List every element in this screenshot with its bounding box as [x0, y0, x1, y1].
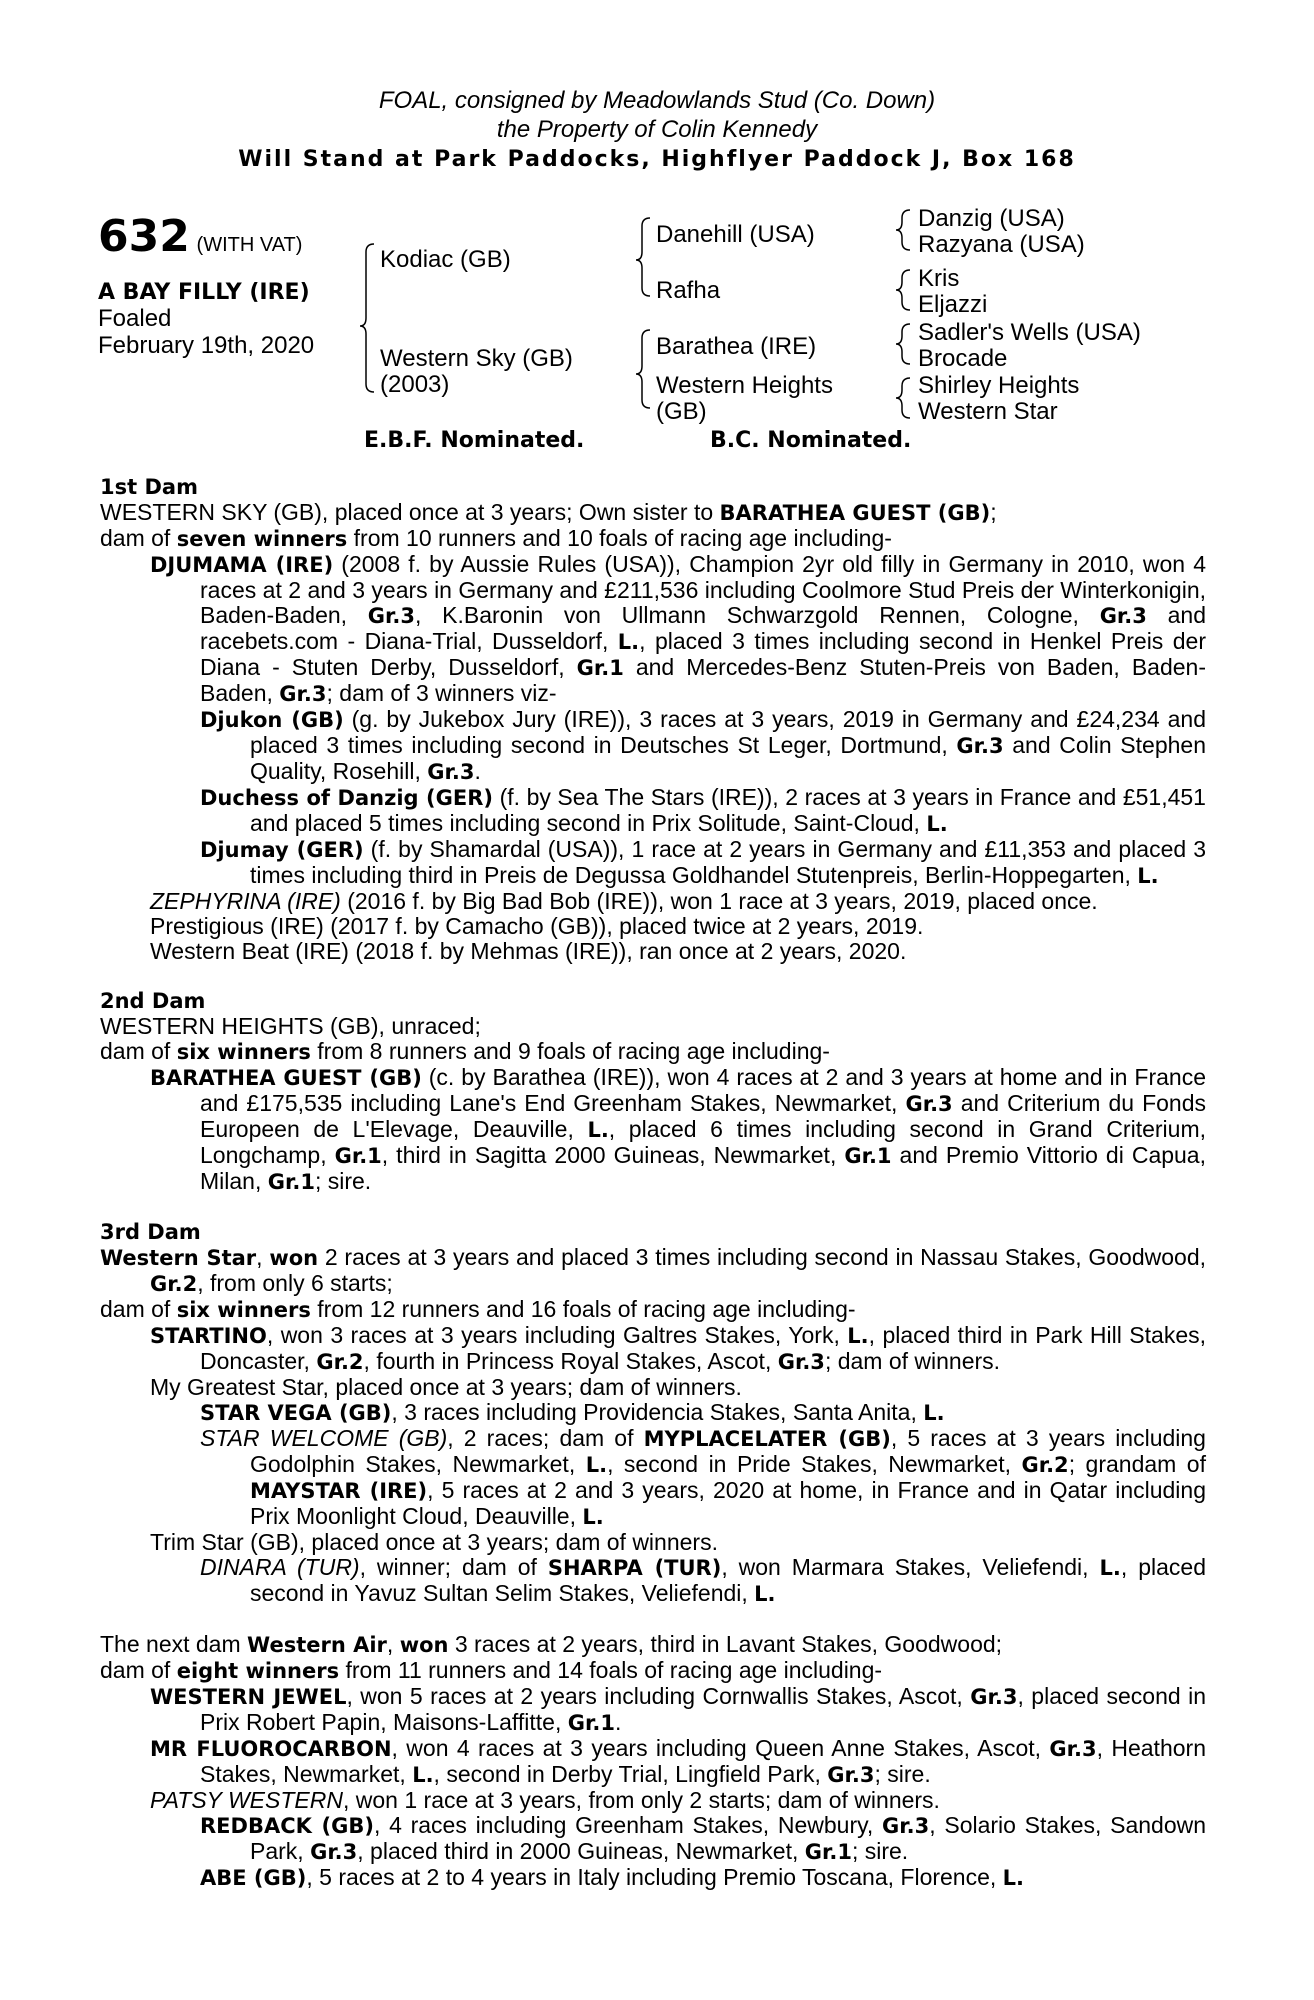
dam2-p2: dam of six winners from 8 runners and 9 foals of racing age including- [100, 1038, 830, 1064]
brace-gen3-1 [896, 210, 910, 250]
section-heading-1st-dam: 1st Dam [100, 475, 198, 499]
lot-number: 632 [98, 211, 190, 262]
sire-dam: Rafha [656, 277, 721, 304]
next-dam-p1: The next dam Western Air, won 3 races at 2 years, third in Lavant Stakes, Goodwood; [100, 1631, 1003, 1657]
dam1-prestigious: Prestigious (IRE) (2017 f. by Camacho (GB)), placed twice at 2 years, 2019. [150, 913, 924, 939]
lot-name: A BAY FILLY (IRE) [98, 280, 310, 305]
brace-gen2-sire [636, 218, 650, 296]
dam1-p2: dam of seven winners from 10 runners and 10 foals of racing age including- [100, 525, 892, 551]
dam3-my-greatest-star: My Greatest Star, placed once at 3 years; dam of winners. [150, 1374, 742, 1400]
consignor-line: FOAL, consigned by Meadowlands Stud (Co. Down) [378, 87, 936, 114]
dds: Shirley Heights [918, 372, 1080, 399]
sire: Kodiac (GB) [380, 246, 511, 273]
brace-gen3-4 [896, 378, 910, 418]
next-abe: ABE (GB), 5 races at 2 to 4 years in Italy including Premio Toscana, Florence, L. [200, 1864, 1025, 1890]
dam1-duchess: Duchess of Danzig (GER) (f. by Sea The Stars (IRE)), 2 races at 3 years in France and £51,451 and placed 5 times including second in Prix Solitude, Saint-Cloud, L. [200, 784, 1206, 836]
dam1-p1: WESTERN SKY (GB), placed once at 3 years; Own sister to BARATHEA GUEST (GB); [100, 499, 997, 525]
dam3-trim-star: Trim Star (GB), placed once at 3 years; dam of winners. [150, 1529, 718, 1555]
dam-dam: Western Heights [656, 372, 833, 399]
dam1-djukon: Djukon (GB) (g. by Jukebox Jury (IRE)), 3 races at 3 years, 2019 in Germany and £24,234 and placed 3 times including second in Deutsches St Leger, Dortmund, Gr.3 and Colin Stephen Quality, Rosehill, Gr.3. [200, 706, 1206, 784]
next-patsy-western: PATSY WESTERN, won 1 race at 3 years, from only 2 starts; dam of winners. [150, 1787, 940, 1813]
next-dam-p2: dam of eight winners from 11 runners and 14 foals of racing age including- [100, 1657, 883, 1683]
sdd: Eljazzi [918, 291, 988, 318]
dam3-star-vega: STAR VEGA (GB), 3 races including Providencia Stakes, Santa Anita, L. [200, 1399, 945, 1425]
dam3-startino: STARTINO, won 3 races at 3 years including Galtres Stakes, York, L., placed third in Park Hill Stakes, Doncaster, Gr.2, fourth in Princess Royal Stakes, Ascot, Gr.3; dam of winners. [150, 1322, 1206, 1374]
dsd: Brocade [918, 345, 1008, 372]
brace-gen3-3 [896, 324, 910, 364]
sire-sire: Danehill (USA) [656, 221, 815, 248]
sds: Kris [918, 265, 960, 292]
dam3-dinara: DINARA (TUR), winner; dam of SHARPA (TUR), won Marmara Stakes, Veliefendi, L., placed second in Yavuz Sultan Selim Stakes, Veliefendi, L. [200, 1554, 1206, 1606]
dam1-western-beat: Western Beat (IRE) (2018 f. by Mehmas (IRE)), ran once at 2 years, 2020. [150, 938, 907, 964]
dam3-star-welcome: STAR WELCOME (GB), 2 races; dam of MYPLACELATER (GB), 5 races at 3 years including Godolphin Stakes, Newmarket, L., second in Pride Stakes, Newmarket, Gr.2; grandam of MAYSTAR (IRE), 5 races at 2 and 3 years, 2020 at home, in France and in Qatar including Prix Moonlight Cloud, Deauville, L. [200, 1425, 1206, 1529]
dam1-djumay: Djumay (GER) (f. by Shamardal (USA)), 1 race at 2 years in Germany and £11,353 and placed 3 times including third in Preis de Degussa Goldhandel Stutenpreis, Berlin-Hoppegarten, L. [200, 836, 1207, 888]
dam2-p1: WESTERN HEIGHTS (GB), unraced; [100, 1013, 481, 1039]
sss: Danzig (USA) [918, 205, 1065, 232]
dam1-djumama: DJUMAMA (IRE) (2008 f. by Aussie Rules (USA)), Champion 2yr old filly in Germany in 2010, won 4 races at 2 and 3 years in Germany and £211,536 including Coolmore Stud Preis der Winterkonigin, Baden-Baden, Gr.3, K.Baronin von Ullmann Schwarzgold Rennen, Cologne, Gr.3 and racebets.com - Diana-Trial, Dusseldorf, L., placed 3 times including second in Henkel Preis der Diana - Stuten Derby, Dusseldorf, Gr.1 and Mercedes-Benz Stuten-Preis von Baden, Baden-Baden, Gr.3; dam of 3 winners viz- [150, 551, 1206, 706]
dss: Sadler's Wells (USA) [918, 319, 1141, 346]
dam3-p2: dam of six winners from 12 runners and 16 foals of racing age including- [100, 1296, 856, 1322]
brace-gen1 [360, 244, 374, 392]
bc-nominated: B.C. Nominated. [710, 428, 912, 453]
ddd: Western Star [918, 398, 1058, 425]
dam-dam-2: (GB) [656, 398, 707, 425]
dam2-barathea-guest: BARATHEA GUEST (GB) (c. by Barathea (IRE)), won 4 races at 2 and 3 years at home and in France and £175,535 including Lane's End Greenham Stakes, Newmarket, Gr.3 and Criterium du Fonds Europeen de L'Elevage, Deauville, L., placed 6 times including second in Grand Criterium, Longchamp, Gr.1, third in Sagitta 2000 Guineas, Newmarket, Gr.1 and Premio Vittorio di Capua, Milan, Gr.1; sire. [150, 1064, 1206, 1194]
location-line: Will Stand at Park Paddocks, Highflyer Paddock J, Box 168 [238, 147, 1076, 172]
next-western-jewel: WESTERN JEWEL, won 5 races at 2 years including Cornwallis Stakes, Ascot, Gr.3, placed second in Prix Robert Papin, Maisons-Laffitte, Gr.1. [150, 1683, 1206, 1735]
brace-gen3-2 [896, 270, 910, 310]
next-redback: REDBACK (GB), 4 races including Greenham Stakes, Newbury, Gr.3, Solario Stakes, Sandown Park, Gr.3, placed third in 2000 Guineas, Newmarket, Gr.1; sire. [200, 1812, 1207, 1864]
dam1-zephyrina: ZEPHYRINA (IRE) (2016 f. by Big Bad Bob (IRE)), won 1 race at 3 years, 2019, placed once. [150, 888, 1098, 914]
next-mr-fluorocarbon: MR FLUOROCARBON, won 4 races at 3 years including Queen Anne Stakes, Ascot, Gr.3, Heathorn Stakes, Newmarket, L., second in Derby Trial, Lingfield Park, Gr.3; sire. [150, 1735, 1206, 1787]
dam3-p1: Western Star, won 2 races at 3 years and placed 3 times including second in Nassau Stakes, Goodwood, Gr.2, from only 6 starts; [100, 1244, 1207, 1296]
vat-note: (WITH VAT) [196, 234, 303, 256]
dam-sire: Barathea (IRE) [656, 333, 817, 360]
brace-gen2-dam [636, 330, 650, 408]
foaled-date: February 19th, 2020 [98, 332, 315, 359]
dam-name: Western Sky (GB) [380, 345, 573, 372]
ssd: Razyana (USA) [918, 231, 1085, 258]
catalogue-body [100, 475, 1206, 1891]
section-heading-3rd-dam: 3rd Dam [100, 1220, 201, 1244]
foaled-label: Foaled [98, 305, 172, 332]
ebf-nominated: E.B.F. Nominated. [364, 428, 585, 453]
owner-line: the Property of Colin Kennedy [496, 116, 818, 143]
section-heading-2nd-dam: 2nd Dam [100, 989, 206, 1013]
dam-year: (2003) [380, 371, 450, 398]
